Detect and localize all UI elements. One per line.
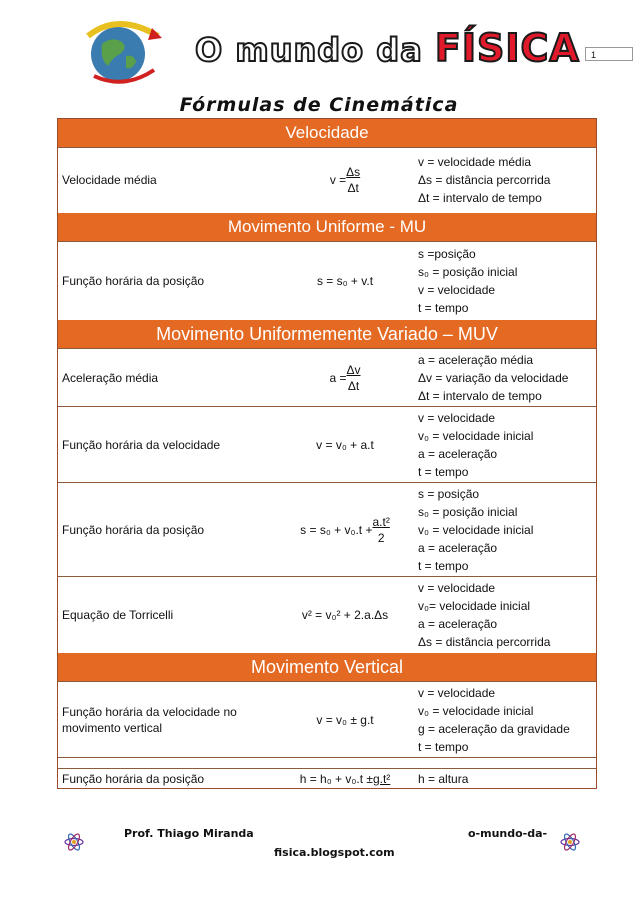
- row-formula: [272, 349, 418, 406]
- formula-fraction: [347, 362, 361, 394]
- table-row: [58, 348, 596, 406]
- formula-denominator: 2: [377, 530, 385, 545]
- section-header-mu: Movimento Uniforme - MU: [58, 212, 596, 241]
- legend-line: a = aceleração média: [418, 352, 534, 367]
- table-row: [58, 241, 596, 319]
- table-row: [58, 482, 596, 576]
- atom-icon: [560, 832, 580, 852]
- formula-table: [57, 118, 597, 789]
- legend-line: s = posição: [418, 486, 480, 501]
- legend-line: v = velocidade: [418, 410, 496, 425]
- row-label: Função horária da posição: [62, 771, 205, 786]
- brand-title: [195, 26, 580, 70]
- legend-line: Δv = variação da velocidade: [418, 370, 569, 385]
- row-label: Função horária da velocidade no movimento vertical: [62, 704, 237, 735]
- formula-numerator: g.t²: [372, 771, 391, 786]
- formula-denominator: Δt: [347, 378, 360, 393]
- formula-numerator: Δs: [346, 165, 361, 179]
- formula-lhs: h = h₀ + v₀.t ±: [299, 771, 373, 786]
- legend-line: t = tempo: [418, 464, 469, 479]
- row-formula: s = s₀ + v.t: [316, 273, 374, 288]
- legend-line: v = velocidade média: [418, 155, 532, 169]
- legend-line: a = aceleração: [418, 540, 498, 555]
- table-row: [58, 576, 596, 652]
- legend-line: s₀ = posição inicial: [418, 504, 518, 519]
- row-legend: [418, 682, 596, 757]
- row-formula: [272, 148, 418, 212]
- table-row: [58, 681, 596, 757]
- globe-logo-icon: [82, 16, 162, 86]
- brand-prefix: O mundo da: [195, 31, 423, 69]
- legend-line: Δs = distância percorrida: [418, 634, 551, 649]
- row-label: Função horária da velocidade: [62, 437, 221, 452]
- row-legend: [418, 483, 596, 576]
- legend-line: a = aceleração: [418, 446, 498, 461]
- formula-lhs: s = s₀ + v₀.t +: [300, 522, 373, 537]
- legend-line: Δs = distância percorrida: [418, 173, 551, 187]
- legend-line: a = aceleração: [418, 616, 498, 631]
- legend-line: s =posição: [418, 246, 476, 261]
- formula-numerator: a.t²: [372, 514, 390, 529]
- legend-line: t = tempo: [418, 300, 469, 315]
- legend-line: g = aceleração da gravidade: [418, 721, 570, 736]
- legend-line: h = altura: [418, 771, 469, 786]
- legend-line: v = velocidade: [418, 282, 496, 297]
- table-row: [58, 768, 596, 788]
- row-label: Velocidade média: [62, 173, 157, 187]
- formula-lhs: a =: [329, 370, 347, 385]
- legend-line: v₀ = velocidade inicial: [418, 428, 534, 443]
- row-label: Função horária da posição: [62, 273, 205, 288]
- row-legend: [418, 577, 596, 652]
- legend-line: Δt = intervalo de tempo: [418, 191, 542, 205]
- row-label: Aceleração média: [62, 370, 159, 385]
- footer-url-part1: o-mundo-da-: [468, 827, 548, 840]
- row-legend: [418, 407, 596, 482]
- row-formula: v = v₀ + a.t: [316, 437, 374, 452]
- row-legend: [418, 349, 596, 406]
- formula-lhs: v =: [329, 173, 347, 187]
- footer-url-part2: fisica.blogspot.com: [274, 846, 395, 859]
- row-formula: [272, 483, 418, 576]
- row-formula: [272, 771, 418, 787]
- section-header-vertical: Movimento Vertical: [58, 652, 596, 681]
- formula-denominator: Δt: [347, 181, 359, 195]
- table-row: [58, 147, 596, 212]
- row-label: Função horária da posição: [62, 522, 205, 537]
- row-legend: [418, 770, 596, 788]
- legend-line: v₀= velocidade inicial: [418, 598, 531, 613]
- section-header-velocidade: Velocidade: [58, 119, 596, 147]
- legend-line: v = velocidade: [418, 580, 496, 595]
- legend-line: t = tempo: [418, 558, 469, 573]
- page-number: 1: [585, 47, 633, 61]
- formula-fraction: [372, 514, 389, 546]
- document-title: Fórmulas de Cinemática: [179, 94, 459, 116]
- formula-fraction: [373, 771, 390, 787]
- table-row: [58, 406, 596, 482]
- legend-line: s₀ = posição inicial: [418, 264, 518, 279]
- row-legend: [418, 148, 596, 212]
- brand-emphasis: FÍSICA: [434, 26, 580, 70]
- row-formula: v² = v₀² + 2.a.Δs: [301, 607, 389, 622]
- legend-line: v₀ = velocidade inicial: [418, 522, 534, 537]
- row-legend: [418, 242, 596, 319]
- section-header-muv: Movimento Uniformemente Variado – MUV: [58, 319, 596, 348]
- row-formula: v = v₀ ± g.t: [316, 712, 374, 727]
- legend-line: v₀ = velocidade inicial: [418, 703, 534, 718]
- legend-line: v = velocidade: [418, 685, 496, 700]
- footer-author: Prof. Thiago Miranda: [124, 827, 254, 840]
- row-label: Equação de Torricelli: [62, 607, 174, 622]
- atom-icon: [64, 832, 84, 852]
- table-gap: [58, 757, 596, 768]
- legend-line: Δt = intervalo de tempo: [418, 388, 542, 403]
- formula-numerator: Δv: [346, 362, 361, 377]
- formula-fraction: [346, 164, 360, 196]
- legend-line: t = tempo: [418, 739, 469, 754]
